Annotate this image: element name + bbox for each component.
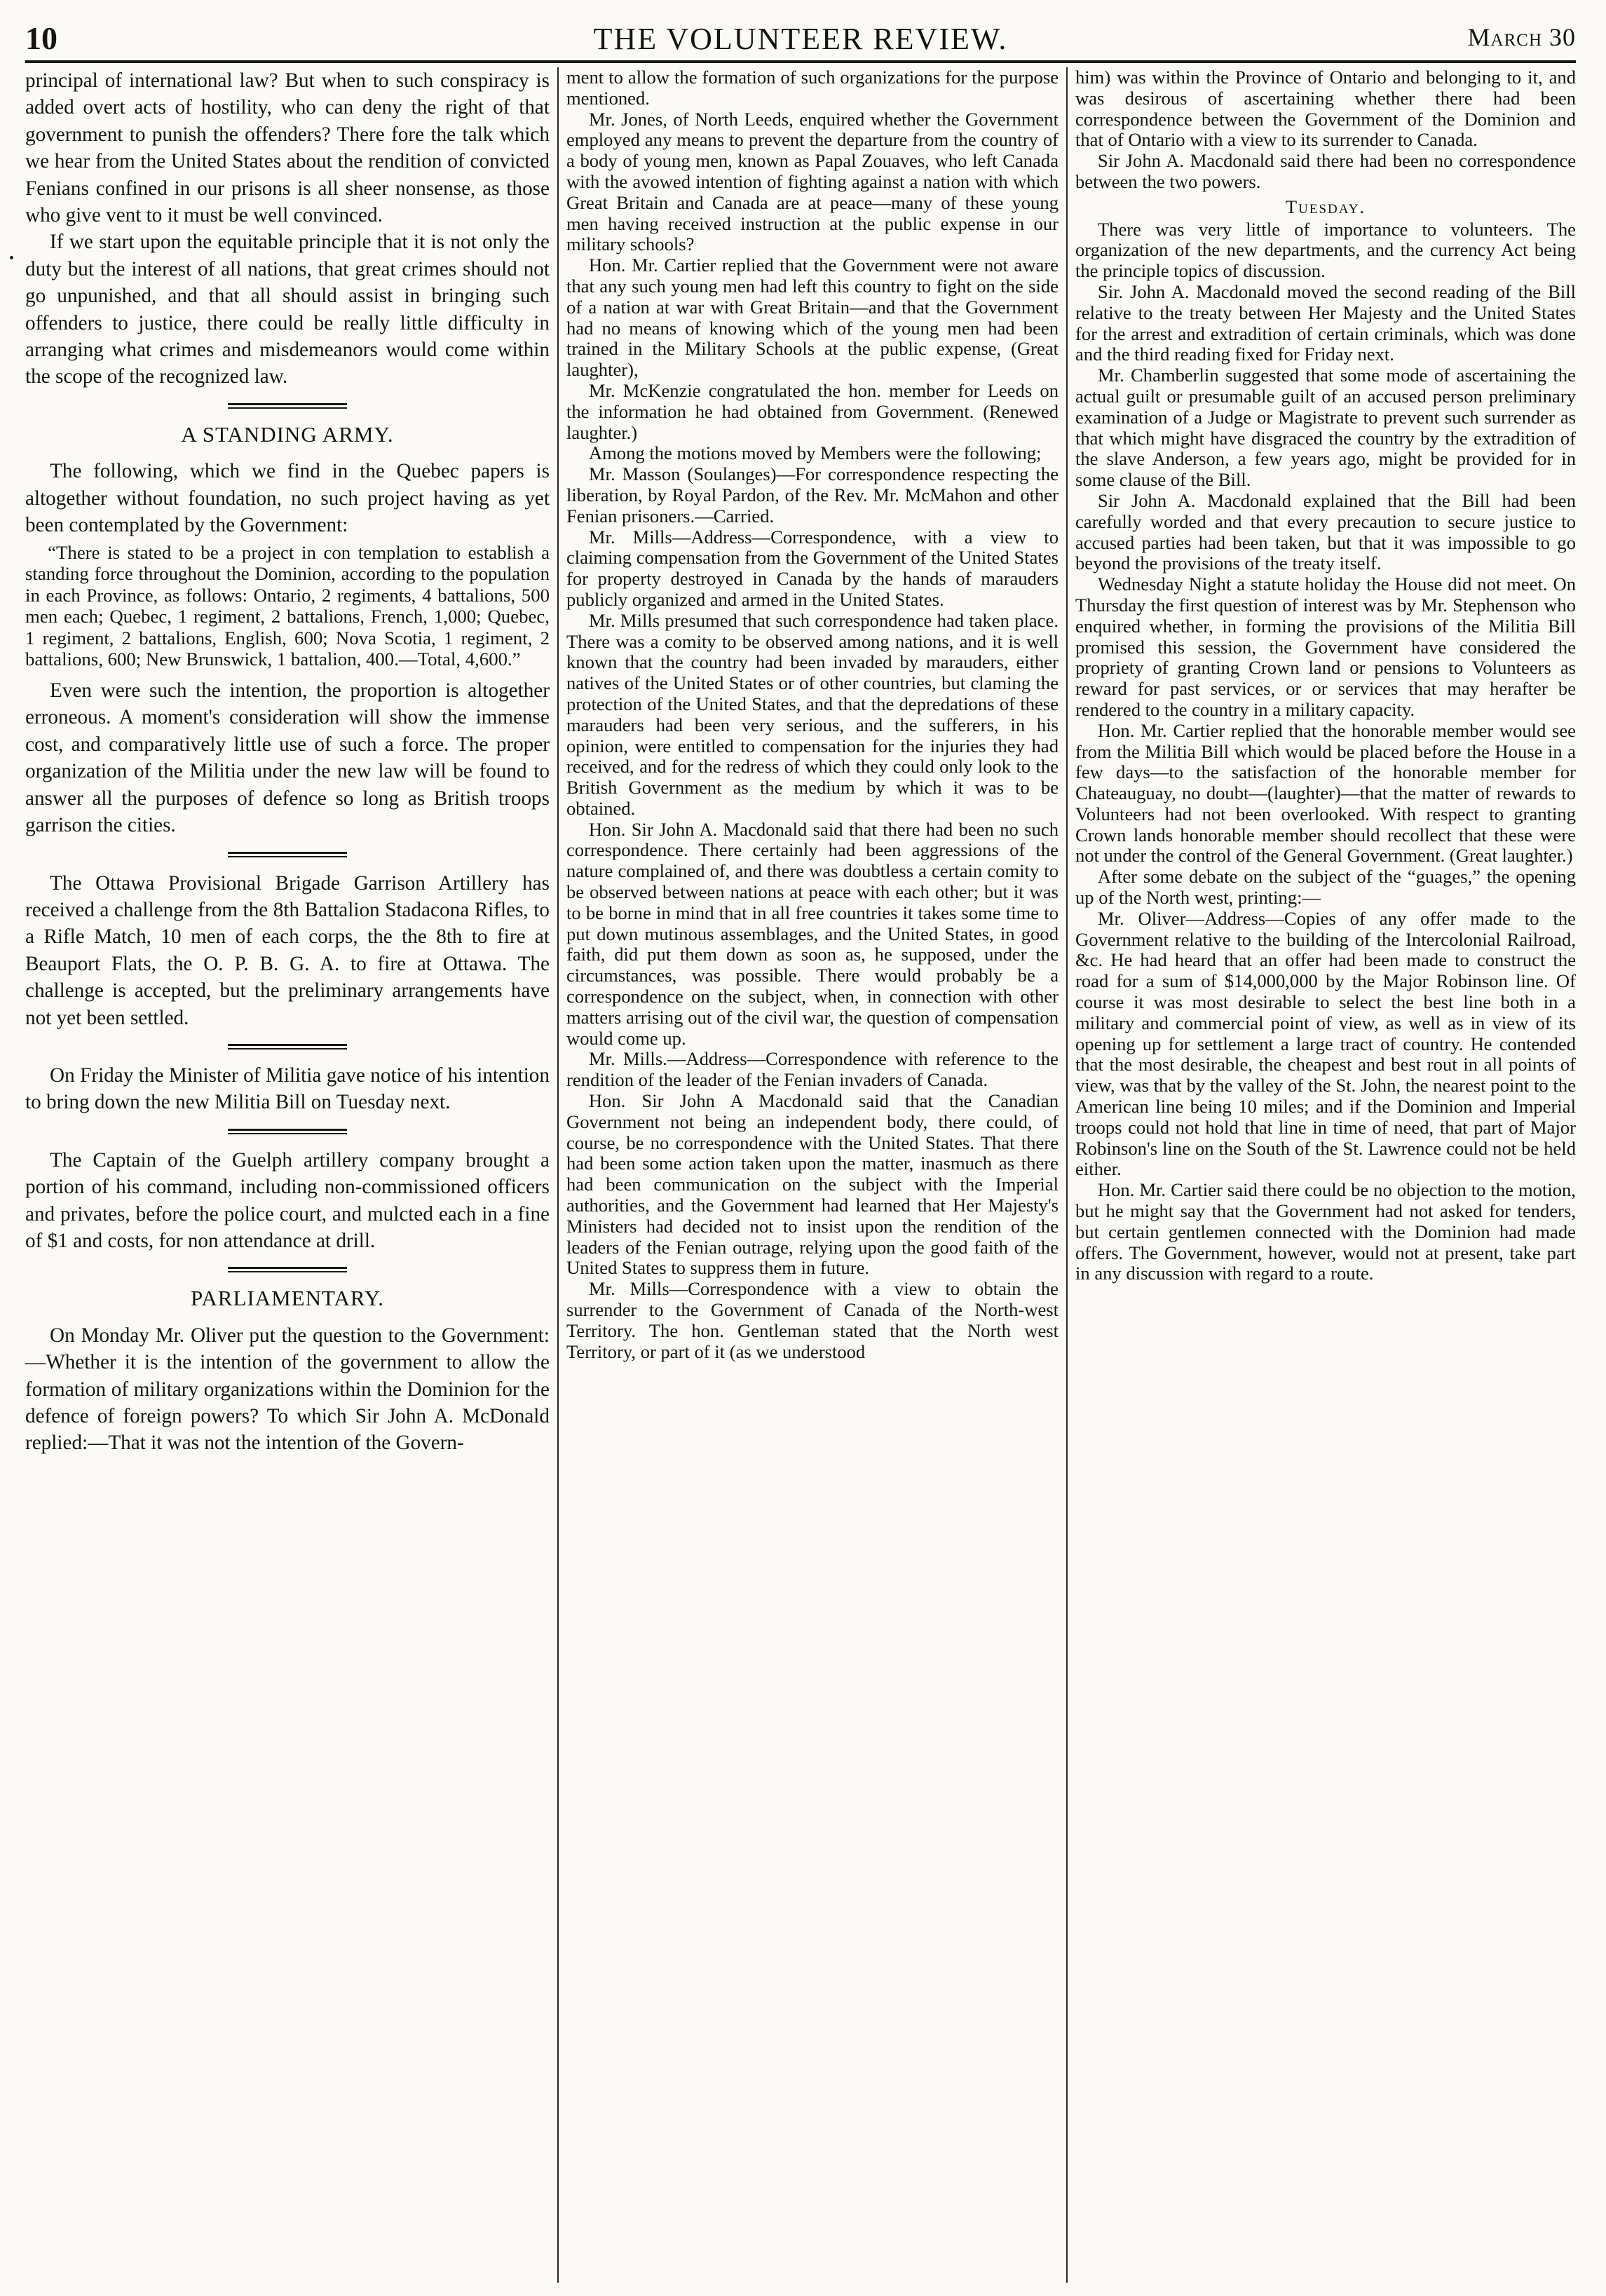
article-paragraph: Mr. Mills—Address—Correspondence, with a view to claiming compensation from the Government of the United States for property destroyed in Canada by the hands of marauders publicly organized and armed in the United States.	[566, 526, 1059, 610]
section-divider	[228, 1044, 347, 1049]
article-paragraph: Among the motions moved by Members were the following;	[588, 442, 1042, 464]
article-paragraph: Mr. Jones, of North Leeds, enquired whether the Government employed any means to prevent the departure from the country of a body of young men, known as Papal Zouaves, who left Canada with the avowed intention of fighting against a nation with which Great Britain and Canada are at peace—many of these young men having received instruction at the public expense in our military schools?	[566, 108, 1059, 255]
section-heading-standing-army: A STANDING ARMY.	[181, 421, 394, 447]
article-paragraph: There was very little of importance to volunteers. The organization of the new departments, and the currency Act being the principle topics of discussion.	[1075, 218, 1576, 282]
article-paragraph: Sir. John A. Macdonald moved the second reading of the Bill relative to the treaty between Her Majesty and the United States for the arrest and extradition of certain criminals, which was done and the third reading fixed for Friday next.	[1075, 280, 1576, 365]
article-paragraph: On Friday the Minister of Militia gave notice of his intention to bring down the new Militia Bill on Tuesday next.	[25, 1064, 550, 1114]
article-paragraph: Mr. Mills—Correspondence with a view to obtain the surrender to the Government of Canada of the North-west Territory. The hon. Gentleman stated that the North west Territory, or part of it (as we understood	[566, 1278, 1059, 1362]
article-paragraph: Wednesday Night a statute holiday the House did not meet. On Thursday the first question of interest was by Mr. Stephenson who enquired whether, in forming the provisions of the Militia Bill promised this session, the Government have considered the propriety of granting Crown land or pensions to Volunteers as reward for past services, or or services that may herafter be rendered to the country in a military capacity.	[1075, 573, 1576, 720]
column-2	[566, 67, 1059, 2286]
column-1	[25, 67, 550, 2286]
article-paragraph: Mr. Oliver—Address—Copies of any offer made to the Government relative to the building of the Intercolonial Railroad, &c. He had heard that an offer had been made to construct the road for a sum of $14,000,000 by the Major Robinson line. Of course it was most desirable to select the best line both in a military and commercial point of view, as well as in view of its opening up for settlement a large tract of country. He contended that the most desirable, the cheapest and best rout in all points of view, was that by the valley of the St. John, the nearest point to the American line being 10 miles; and if the Dominion and Imperial troops could not hold that line in time of need, that part of Major Robinson's line on the South of the St. Lawrence could not be held either.	[1075, 907, 1576, 1180]
section-divider	[228, 403, 347, 409]
stray-ink-dot	[10, 256, 13, 259]
article-paragraph: Sir John A. Macdonald said there had been no correspondence between the two powers.	[1075, 150, 1576, 192]
article-paragraph: Mr. Masson (Soulanges)—For correspondence respecting the liberation, by Royal Pardon, of the Rev. Mr. McMahon and other Fenian prisoners.—Carried.	[566, 463, 1059, 527]
column-divider-1	[557, 67, 559, 2283]
article-paragraph: Hon. Mr. Cartier replied that the honorable member would see from the Militia Bill which would be placed before the House in a few days—to the satisfaction of the honorable member for Chateauguay, no doubt—(laughter)—that the matter of rewards to Volunteers had not been overlooked. With respect to granting Crown lands honorable member should recollect that these were not under the control of the General Government. (Great laughter.)	[1075, 719, 1576, 867]
page-number: 10	[25, 20, 57, 56]
article-paragraph: The Ottawa Provisional Brigade Garrison Artillery has received a challenge from the 8th Battalion Stadacona Rifles, to a Rifle Match, 10 men of each corps, the the 8th to fire at Beauport Flats, the O. P. B. G. A. to fire at Ottawa. The challenge is accepted, but the preliminary arrangements have not yet been settled.	[25, 871, 550, 1029]
article-paragraph: If we start upon the equitable principle that it is not only the duty but the interest of all nations, that great crimes should not go unpunished, and that all should assist in bringing such offenders to justice, there could be really little difficulty in arranging what crimes and misdemeanors would come within the scope of the recognized law.	[25, 231, 550, 388]
issue-date: March 30	[1467, 23, 1576, 51]
article-paragraph: Even were such the intention, the proportion is altogether erroneous. A moment's consideration will show the immense cost, and comparatively little use of such a force. The proper organization of the Militia under the new law will be found to answer all the purposes of defence so long as British troops garrison the cities.	[25, 679, 550, 837]
article-paragraph: him) was within the Province of Ontario and belonging to it, and was desirous of ascertaining whether there had been correspondence between the Government of the Dominion and that of Ontario with a view to its surrender to Canada.	[1075, 67, 1576, 151]
article-paragraph: Mr. Mills.—Address—Correspondence with reference to the rendition of the leader of the Fenian invaders of Canada.	[566, 1048, 1059, 1091]
section-divider	[228, 1129, 347, 1134]
article-paragraph: ment to allow the formation of such organizations for the purpose mentioned.	[566, 67, 1059, 109]
article-paragraph: Mr. McKenzie congratulated the hon. member for Leeds on the information he had obtained from Government. (Renewed laughter.)	[566, 379, 1059, 443]
article-paragraph: The Captain of the Guelph artillery company brought a portion of his command, including non-commissioned officers and privates, before the police court, and mulcted each in a fine of $1 and costs, for non attendance at drill.	[25, 1148, 550, 1252]
article-paragraph: Mr. Mills presumed that such correspondence had taken place. There was a comity to be observed among nations, and it is well known that the country had been invaded by marauders, either natives of the United States or of other countries, but claming the protection of the United States, and that the depredations of these marauders had been very serious, and the sufferers, in his opinion, were entitled to compensation for the injuries they had received, and for the redress of which they could only look to the British Government as the medium by which it was to be obtained.	[566, 609, 1059, 819]
section-subheading-tuesday: Tuesday.	[1285, 196, 1366, 217]
article-paragraph: Hon. Mr. Cartier said there could be no objection to the motion, but he might say that the Government had not asked for tenders, but certain gentlemen connected with the Dominion had made offers. The Government, however, would not at present, take part in any discussion with regard to a route.	[1075, 1179, 1576, 1284]
article-paragraph: After some debate on the subject of the “guages,” the opening up of the North west, printing:—	[1075, 866, 1576, 909]
article-paragraph: principal of international law? But when to such conspiracy is added overt acts of hostility, who can deny the right of that government to punish the offenders? There fore the talk which we hear from the United States about the rendition of convicted Fenians confined in our prisons is all sheer nonsense, as those who give vent to it must be well convinced.	[25, 69, 550, 227]
column-3	[1075, 67, 1576, 2286]
quoted-report: “There is stated to be a project in con templation to establish a standing force throughout the Dominion, according to the population in each Province, as follows: Ontario, 2 regiments, 4 battalions, 500 men each; Quebec, 1 regiment, 2 battalions, French, 1,000; Quebec, 1 regiment, 2 battalions, English, 600; Nova Scotia, 1 regiment, 2 battalions, 600; New Brunswick, 1 battalion, 400.—Total, 4,600.”	[25, 541, 550, 670]
article-paragraph: Hon. Sir John A Macdonald said that the Canadian Government not being an independent body, there could, of course, be no correspondence with the United States. That there had been some action taken upon the matter, inasmuch as there had been communication on the subject with the Imperial authorities, and the Government had learned that Her Majesty's Ministers had decided not to insist upon the rendition of the leaders of the Fenian outrage, relying upon the good faith of the United States to suppress them in future.	[566, 1090, 1059, 1279]
article-paragraph: Hon. Sir John A. Macdonald said that there had been no such correspondence. There certainly had been aggressions of the nature complained of, and there was doubtless a certain comity to be observed between nations at peace with each other; but it was to be borne in mind that in all free countries it takes some time to put down mutinous assemblages, and the United States, in good faith, did put them down as soon as, he supposed, under the circumstances, was possible. There would probably be a correspondence on the subject, when, in connection with other matters arrising out of the civil war, the question of compensation would come up.	[566, 818, 1059, 1049]
page-header	[25, 15, 1576, 63]
publication-title: THE VOLUNTEER REVIEW.	[593, 22, 1008, 56]
section-divider	[228, 1267, 347, 1272]
column-divider-2	[1066, 67, 1068, 2283]
article-paragraph: On Monday Mr. Oliver put the question to the Government:—Whether it is the intention of the government to allow the formation of military organizations within the Dominion for the defence of foreign powers? To which Sir John A. McDonald replied:—That it was not the intention of the Govern-	[25, 1324, 550, 1455]
section-heading-parliamentary: PARLIAMENTARY.	[191, 1286, 384, 1311]
section-divider	[228, 852, 347, 857]
article-paragraph: Sir John A. Macdonald explained that the Bill had been carefully worded and that every precaution to secure justice to accused parties had been taken, but that it was impossible to go beyond the provisions of the treaty itself.	[1075, 489, 1576, 574]
article-paragraph: Hon. Mr. Cartier replied that the Government were not aware that any such young men had left this country to fight on the side of a nation at war with Great Britain—and that the Government had no means of knowing which of the young men had been trained in the Military Schools at the public expense, (Great laughter),	[566, 254, 1059, 381]
article-paragraph: Mr. Chamberlin suggested that some mode of ascertaining the actual guilt or presumable guilt of an accused person preliminary examination of a Judge or Magistrate to prevent such surrender as that which might have disgraced the country by the extradition of the slave Anderson, a few years ago, might be provided for in some clause of the Bill.	[1075, 365, 1576, 491]
article-paragraph: The following, which we find in the Quebec papers is altogether without foundation, no such project having as yet been contemplated by the Government:	[25, 460, 550, 537]
